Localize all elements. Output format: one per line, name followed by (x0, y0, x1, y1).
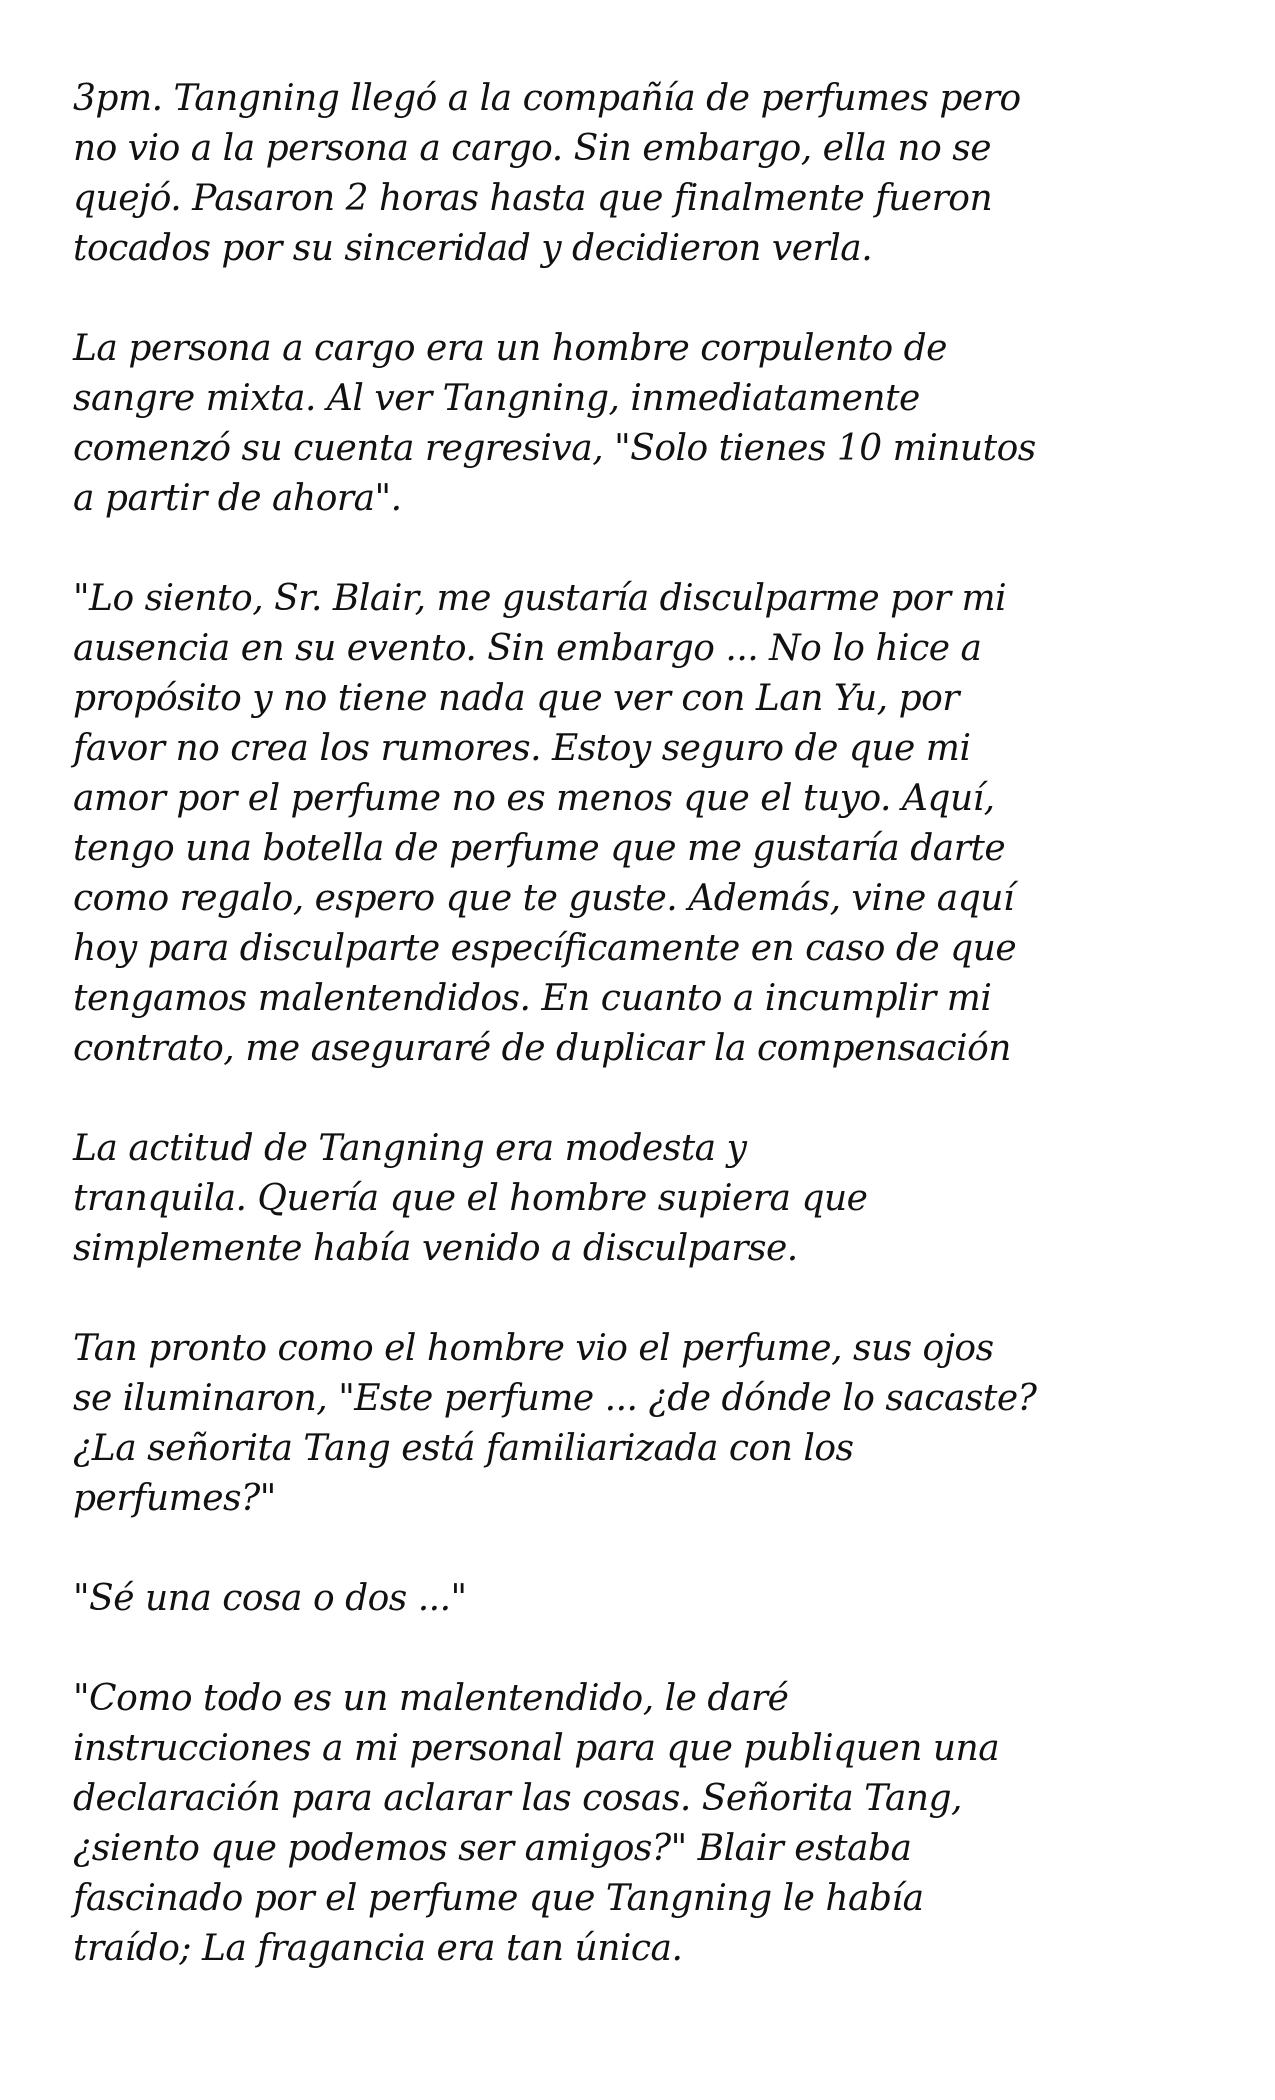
text-line: ¿La señorita Tang está familiarizada con los (73, 1428, 854, 1469)
text-line: La persona a cargo era un hombre corpulento de (73, 328, 947, 369)
text-line: 3pm. Tangning llegó a la compañía de perfumes pero (73, 78, 1021, 119)
text-line: se iluminaron, "Este perfume ... ¿de dónde lo sacaste? (73, 1378, 1037, 1419)
paragraph-4 (73, 1124, 1233, 1274)
text-line: declaración para aclarar las cosas. Señorita Tang, (73, 1778, 962, 1819)
text-line: comenzó su cuenta regresiva, "Solo tienes 10 minutos (73, 428, 1036, 469)
text-line: como regalo, espero que te guste. Además, vine aquí (73, 878, 1014, 919)
text-line: sangre mixta. Al ver Tangning, inmediatamente (73, 378, 920, 419)
text-line: "Lo siento, Sr. Blair, me gustaría disculparme por mi (73, 578, 1007, 619)
text-line: propósito y no tiene nada que ver con Lan Yu, por (73, 678, 959, 719)
text-line: ¿siento que podemos ser amigos?" Blair estaba (73, 1828, 912, 1869)
paragraph-6 (73, 1574, 1233, 1624)
text-line: instrucciones a mi personal para que publiquen una (73, 1728, 1000, 1769)
text-line: favor no crea los rumores. Estoy seguro de que mi (73, 728, 971, 769)
text-line: a partir de ahora". (73, 478, 402, 519)
story-text (73, 74, 1233, 2024)
text-line: contrato, me aseguraré de duplicar la compensación (73, 1028, 1011, 1069)
text-line: traído; La fragancia era tan única. (73, 1928, 683, 1969)
text-line: tengo una botella de perfume que me gustaría darte (73, 828, 1006, 869)
text-line: hoy para disculparte específicamente en caso de que (73, 928, 1017, 969)
text-line: tocados por su sinceridad y decidieron verla. (73, 228, 873, 269)
text-line: no vio a la persona a cargo. Sin embargo, ella no se (73, 128, 991, 169)
text-line: ausencia en su evento. Sin embargo ... No lo hice a (73, 628, 982, 669)
text-line: Tan pronto como el hombre vio el perfume, sus ojos (73, 1328, 994, 1369)
paragraph-2 (73, 324, 1233, 524)
text-line: perfumes?" (73, 1478, 276, 1519)
text-line: tengamos malentendidos. En cuanto a incumplir mi (73, 978, 992, 1019)
text-line: amor por el perfume no es menos que el tuyo. Aquí, (73, 778, 995, 819)
text-line: simplemente había venido a disculparse. (73, 1228, 798, 1269)
text-line: quejó. Pasaron 2 horas hasta que finalmente fueron (73, 178, 993, 219)
text-line: "Sé una cosa o dos ..." (73, 1578, 467, 1619)
text-line: "Como todo es un malentendido, le daré (73, 1678, 789, 1719)
paragraph-7 (73, 1674, 1233, 1974)
text-line: fascinado por el perfume que Tangning le había (73, 1878, 924, 1919)
text-line: La actitud de Tangning era modesta y (73, 1128, 747, 1169)
text-line: tranquila. Quería que el hombre supiera que (73, 1178, 868, 1219)
paragraph-5 (73, 1324, 1233, 1524)
paragraph-3 (73, 574, 1233, 1074)
paragraph-1 (73, 74, 1233, 274)
